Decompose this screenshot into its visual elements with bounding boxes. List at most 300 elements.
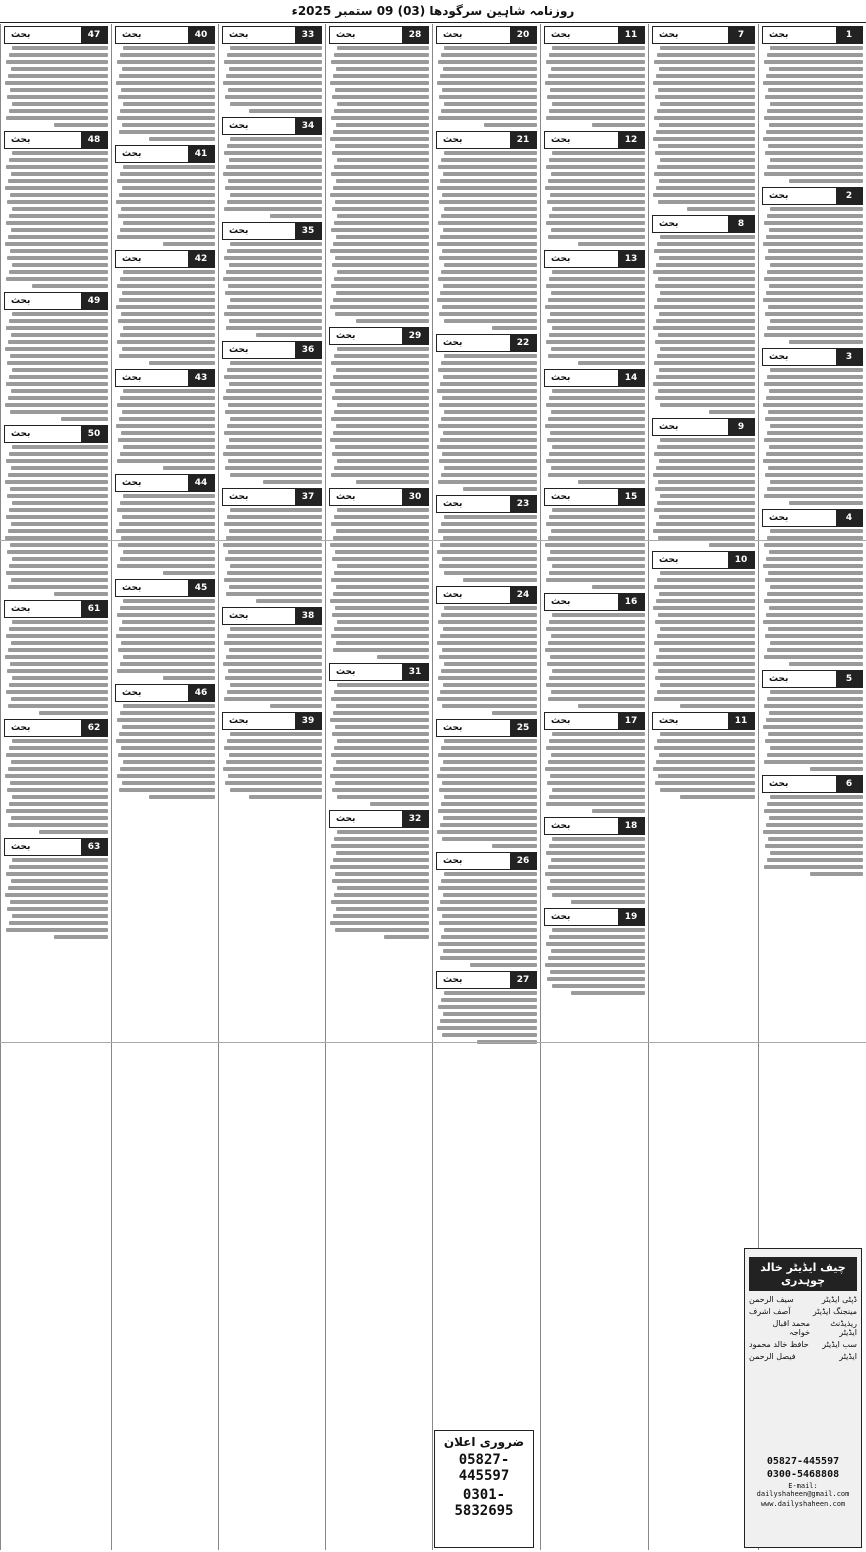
text-line [764,599,863,603]
text-line [658,774,755,778]
text-line [551,172,645,176]
text-line [336,529,429,533]
text-line [332,879,429,883]
text-line [765,634,863,638]
text-line [7,788,108,792]
text-line [766,235,863,239]
text-line [330,865,429,869]
text-line [438,221,537,225]
notice-card [222,222,322,337]
text-line [551,466,645,470]
text-line [6,571,108,575]
text-line [769,228,863,232]
section-label: بحث [769,191,789,201]
text-line [444,410,537,414]
text-line [330,193,429,197]
text-line [657,242,755,246]
text-line [39,830,108,834]
text-line [437,830,537,834]
text-line [117,284,215,288]
text-line [549,396,645,400]
notice-body-text [544,508,645,589]
text-line [9,319,108,323]
notice-card [115,250,215,365]
notice-tag [436,586,537,604]
text-line [653,326,755,330]
text-line [335,389,429,393]
text-line [5,774,108,778]
text-line [439,564,537,568]
text-line [442,396,537,400]
section-label: بحث [229,716,249,726]
text-line [763,242,863,246]
text-line [766,613,863,617]
text-line [766,718,863,722]
text-line [657,53,755,57]
masthead-phone: 0300-5468808 [766,1469,840,1480]
text-line [656,319,755,323]
section-label: بحث [769,674,789,684]
text-line [227,515,322,519]
text-line [7,907,108,911]
text-line [230,46,322,50]
section-label: بحث [551,254,571,264]
text-line [331,116,429,120]
text-line [438,1005,537,1009]
text-line [655,781,755,785]
text-line [123,270,215,274]
notice-tag [4,292,108,310]
notice-body-text [436,151,537,330]
text-line [545,648,645,652]
text-line [117,340,215,344]
text-line [335,550,429,554]
text-line [120,333,215,337]
text-line [442,914,537,918]
notice-tag [436,334,537,352]
text-line [439,459,537,463]
text-line [11,879,108,883]
text-line [444,151,537,155]
notice-tag [329,327,429,345]
text-line [333,711,429,715]
notice-tag [222,607,322,625]
notice-card [544,250,645,365]
text-line [443,816,537,820]
text-line [548,417,645,421]
text-line [763,81,863,85]
text-line [163,242,215,246]
text-line [149,137,215,141]
text-line [333,858,429,862]
text-line [229,753,322,757]
section-label: بحث [11,135,31,145]
text-line [121,312,215,316]
text-line [229,529,322,533]
notice-tag [4,26,108,44]
text-line [335,725,429,729]
section-label: بحث [551,716,571,726]
text-line [551,347,645,351]
text-line [764,221,863,225]
text-line [660,438,755,442]
text-line [8,648,108,652]
text-line [767,326,863,330]
text-line [440,179,537,183]
text-line [337,620,429,624]
text-line [330,81,429,85]
text-line [377,655,429,659]
text-line [117,718,215,722]
section-label: بحث [122,583,142,593]
text-line [767,270,863,274]
text-line [227,690,322,694]
text-line [764,277,863,281]
section-label: بحث [229,611,249,621]
notice-tag [544,908,645,926]
text-line [765,312,863,316]
text-line [552,928,645,932]
text-line [770,102,863,106]
text-line [765,417,863,421]
text-line [660,403,755,407]
text-line [659,312,755,316]
text-line [229,585,322,589]
text-line [10,662,108,666]
text-line [12,557,108,561]
text-line [653,137,755,141]
text-line [766,74,863,78]
notice-body-text [762,46,863,183]
text-line [123,599,215,603]
text-line [116,200,215,204]
text-line [226,389,322,393]
notice-number: 32 [402,811,428,827]
text-line [765,151,863,155]
text-line [9,214,108,218]
notice-number: 50 [81,426,107,442]
text-line [767,753,863,757]
text-line [441,669,537,673]
text-line [545,872,645,876]
section-label: بحث [769,779,789,789]
notice-card [115,26,215,141]
text-line [11,641,108,645]
text-line [336,641,429,645]
notice-tag [4,425,108,443]
text-line [768,88,863,92]
text-line [548,235,645,239]
notice-number: 61 [81,601,107,617]
text-line [658,389,755,393]
text-line [39,711,108,715]
text-line [769,389,863,393]
text-line [443,67,537,71]
text-line [660,291,755,295]
text-line [765,844,863,848]
text-line [437,907,537,911]
staff-name: آصف اشرف [749,1307,791,1316]
text-line [118,543,215,547]
text-line [660,571,755,575]
staff-role: ڈپٹی ایڈیٹر [821,1295,857,1304]
text-line [770,480,863,484]
text-line [463,487,537,491]
notice-number: 62 [81,720,107,736]
section-label: بحث [122,688,142,698]
notice-body-text [4,445,108,596]
text-line [578,361,645,365]
text-line [6,116,108,120]
notice-card [222,712,322,799]
text-line [230,473,322,477]
text-line [334,165,429,169]
text-line [571,900,645,904]
text-line [440,291,537,295]
text-line [769,711,863,715]
notice-body-text [329,347,429,484]
notice-number: 9 [728,419,754,435]
text-line [384,935,429,939]
notice-number: 40 [188,27,214,43]
notice-number: 20 [510,27,536,43]
text-line [654,641,755,645]
text-line [7,256,108,260]
text-line [438,676,537,680]
text-line [230,193,322,197]
text-line [766,130,863,134]
notice-number: 48 [81,132,107,148]
notice-card [436,852,537,967]
section-label: بحث [229,30,249,40]
text-line [441,802,537,806]
text-line [546,340,645,344]
text-line [653,382,755,386]
notice-body-text [222,242,322,337]
text-line [225,186,322,190]
text-line [333,914,429,918]
text-line [330,382,429,386]
text-line [443,431,537,435]
text-line [9,270,108,274]
text-line [335,312,429,316]
text-line [770,368,863,372]
text-line [551,753,645,757]
notice-card [544,488,645,589]
text-line [270,704,322,708]
text-line [546,802,645,806]
text-line [549,571,645,575]
notice-body-text [436,46,537,127]
notice-body-text [652,438,755,547]
text-line [657,165,755,169]
section-label: بحث [122,478,142,488]
text-line [437,389,537,393]
text-line [660,158,755,162]
text-line [547,662,645,666]
text-line [123,445,215,449]
text-line [769,816,863,820]
staff-role: سب ایڈیٹر [822,1340,857,1349]
text-line [549,620,645,624]
text-line [442,704,537,708]
notice-number: 28 [402,27,428,43]
notice-tag [544,369,645,387]
text-line [656,375,755,379]
text-line [120,277,215,281]
notice-number: 21 [510,132,536,148]
notice-number: 63 [81,839,107,855]
notice-body-text [222,361,322,484]
text-line [770,158,863,162]
text-line [655,396,755,400]
text-line [5,186,108,190]
text-line [551,529,645,533]
text-line [120,557,215,561]
text-line [122,515,215,519]
text-line [659,592,755,596]
text-line [229,438,322,442]
notice-number: 23 [510,496,536,512]
text-line [655,151,755,155]
text-line [492,326,537,330]
text-line [552,445,645,449]
text-line [789,179,863,183]
text-line [653,473,755,477]
text-line [332,396,429,400]
text-line [225,781,322,785]
text-line [789,501,863,505]
section-label: بحث [11,842,31,852]
notice-tag [115,26,215,44]
text-line [546,459,645,463]
text-line [438,165,537,169]
text-line [12,914,108,918]
text-line [769,445,863,449]
text-line [444,319,537,323]
text-line [440,1019,537,1023]
text-line [653,270,755,274]
notice-body-text [4,46,108,127]
text-line [770,529,863,533]
text-line [659,753,755,757]
notice-body-text [329,830,429,939]
text-line [9,865,108,869]
text-line [117,774,215,778]
text-line [552,669,645,673]
text-line [444,928,537,932]
text-line [116,81,215,85]
notice-tag [544,488,645,506]
text-line [655,487,755,491]
text-line [223,81,322,85]
text-line [763,725,863,729]
text-line [120,767,215,771]
text-line [546,683,645,687]
text-line [680,704,755,708]
notice-body-text [115,270,215,365]
notice-tag [222,341,322,359]
section-label: بحث [229,345,249,355]
notice-number: 37 [295,489,321,505]
section-label: بحث [11,723,31,733]
text-line [548,473,645,477]
text-line [116,634,215,638]
text-line [769,284,863,288]
text-line [263,480,322,484]
text-line [226,592,322,596]
text-line [119,788,215,792]
text-line [336,424,429,428]
text-line [656,599,755,603]
section-label: بحث [551,912,571,922]
notice-card [436,971,537,1044]
text-line [356,319,429,323]
notice-body-text [436,354,537,491]
text-line [770,46,863,50]
text-line [224,641,322,645]
text-line [331,361,429,365]
notice-tag [544,817,645,835]
text-line [7,200,108,204]
text-line [223,543,322,547]
text-line [578,242,645,246]
text-line [6,928,108,932]
text-line [6,165,108,169]
text-line [547,200,645,204]
text-line [654,116,755,120]
notice-tag [544,131,645,149]
section-label: بحث [659,30,679,40]
text-line [332,613,429,617]
text-line [552,46,645,50]
text-line [765,739,863,743]
text-line [337,347,429,351]
text-line [8,473,108,477]
text-line [768,571,863,575]
text-line [437,1026,537,1030]
text-line [549,109,645,113]
text-line [550,431,645,435]
text-line [655,340,755,344]
notice-card [762,509,863,666]
text-line [120,711,215,715]
text-line [5,242,108,246]
notice-body-text [544,46,645,127]
text-line [223,662,322,666]
notice-number: 19 [618,909,644,925]
text-line [230,788,322,792]
text-line [225,466,322,470]
text-line [370,802,429,806]
text-line [546,165,645,169]
text-line [223,172,322,176]
text-line [658,88,755,92]
text-line [439,788,537,792]
text-line [61,417,108,421]
column [432,24,540,1550]
text-line [117,235,215,239]
text-line [120,172,215,176]
notice-card [222,607,322,708]
text-line [11,816,108,820]
text-line [766,557,863,561]
text-line [545,81,645,85]
text-line [441,522,537,526]
section-label: بحث [659,716,679,726]
text-line [770,207,863,211]
text-line [764,809,863,813]
